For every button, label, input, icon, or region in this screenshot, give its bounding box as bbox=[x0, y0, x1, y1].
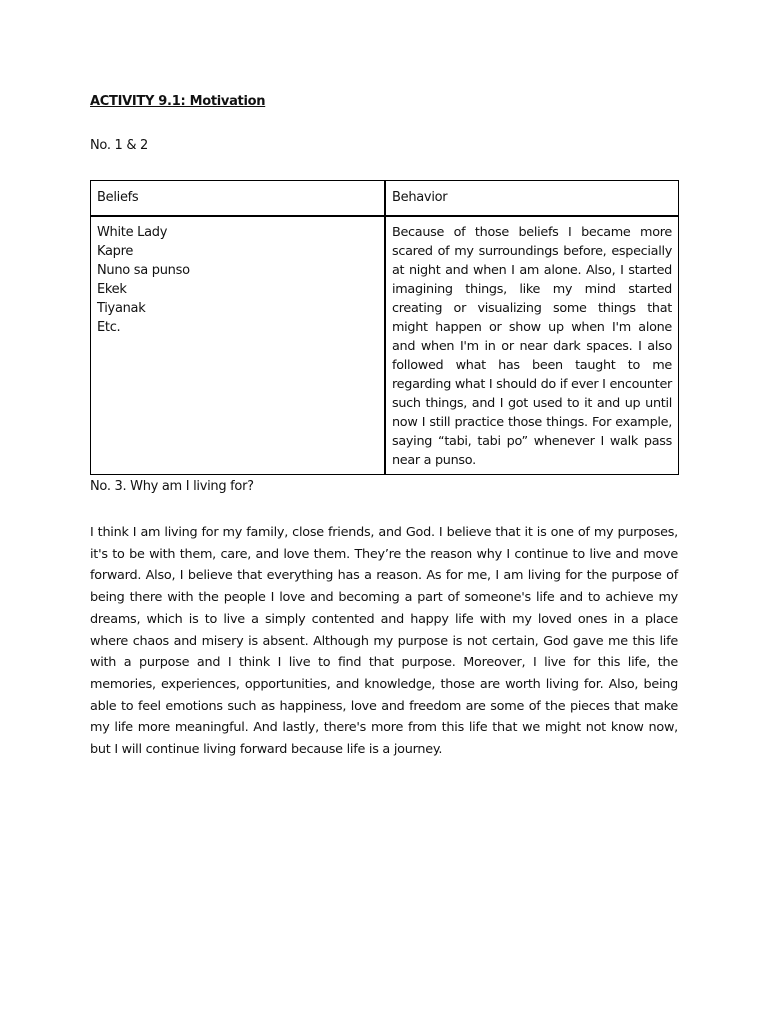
belief-item: Kapre bbox=[97, 244, 134, 259]
behavior-text: Because of those beliefs I became more scared of my surroundings before, especially at night and when I am alone. Also, I started imagining things, like my mind started creating or visualizing some things that might happen or show up when I'm alone and when I'm in or near dark spaces. I also followed what has been taught to me regarding what I should do if ever I encounter such things, and I got used to it and up until now I still practice those things. For example, saying “tabi, tabi po” whenever I walk pass near a punso. bbox=[392, 225, 672, 468]
answer-paragraph: I think I am living for my family, close friends, and God. I believe that it is one of my purposes, it's to be with them, care, and love them. They’re the reason why I continue to live and move forward. Also, I believe that everything has a reason. As for me, I am living for the purpose of being there with the people I love and becoming a part of someone's life and to achieve my dreams, which is to live a simply contented and happy life with my loved ones in a place where chaos and misery is absent. Although my purpose is not certain, God gave me this life with a purpose and I think I live to find that purpose. Moreover, I live for this life, the memories, experiences, opportunities, and knowledge, those are worth living for. Also, being able to feel emotions such as happiness, love and freedom are some of the pieces that make my life more meaningful. And lastly, there's more from this life that we might not know now, but I will continue living forward because life is a journey. bbox=[90, 525, 678, 758]
behavior-column-header: Behavior bbox=[385, 181, 679, 217]
beliefs-cell bbox=[91, 216, 386, 475]
belief-item: White Lady bbox=[97, 225, 168, 240]
belief-item: Nuno sa punso bbox=[97, 263, 190, 278]
belief-item: Tiyanak bbox=[97, 301, 146, 316]
beliefs-column-header: Beliefs bbox=[91, 181, 386, 217]
beliefs-behavior-table bbox=[90, 180, 679, 475]
behavior-cell bbox=[385, 216, 679, 475]
activity-title: ACTIVITY 9.1: Motivation bbox=[90, 94, 266, 109]
table-header-row bbox=[91, 181, 679, 217]
belief-item: Ekek bbox=[97, 282, 127, 297]
belief-item: Etc. bbox=[97, 320, 121, 335]
section-heading-3: No. 3. Why am I living for? bbox=[90, 479, 254, 494]
section-heading-1-2: No. 1 & 2 bbox=[90, 138, 148, 153]
table-row bbox=[91, 216, 679, 475]
